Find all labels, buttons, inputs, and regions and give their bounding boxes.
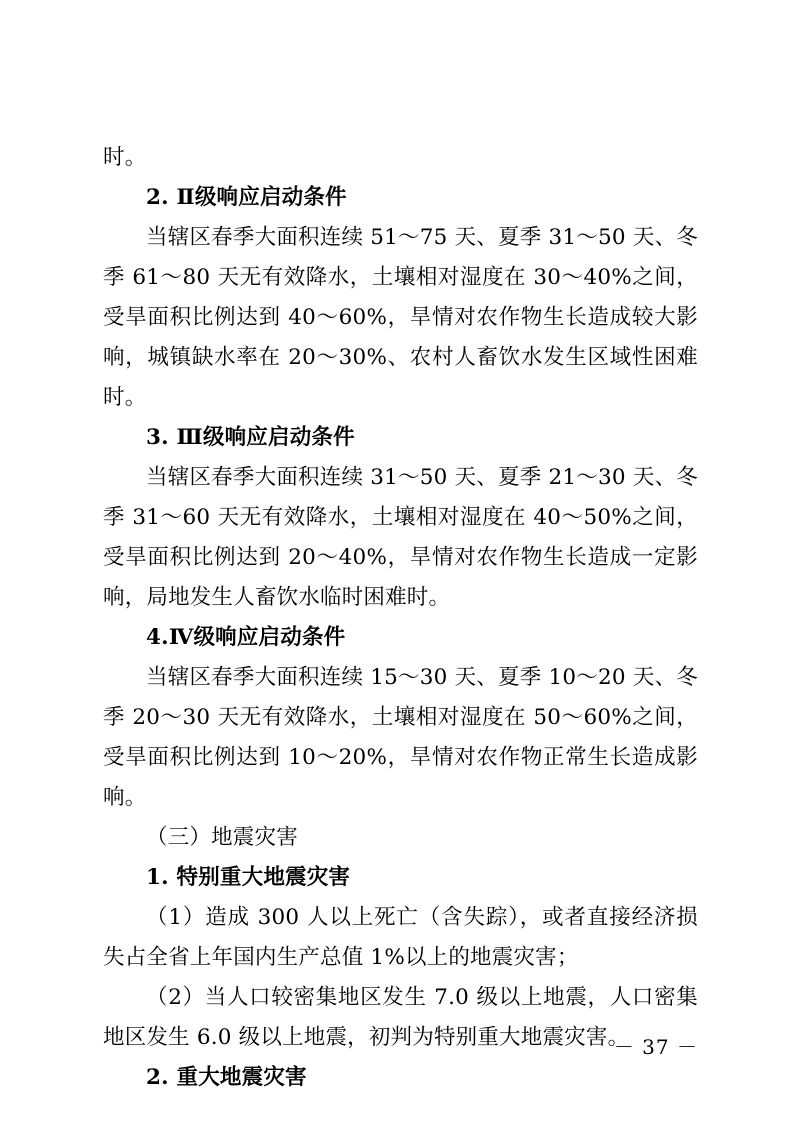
paragraph: 当辖区春季大面积连续 15～30 天、夏季 10～20 天、冬季 20～30 天无有效降水，土壤相对湿度在 50～60%之间，受旱面积比例达到 10～20%，旱情对农作物正常生长造成影响。 xyxy=(103,665,698,810)
section-heading: 3. Ⅲ级响应启动条件 xyxy=(146,425,355,450)
section-heading: 2. 重大地震灾害 xyxy=(146,1065,307,1090)
section-heading: 1. 特别重大地震灾害 xyxy=(146,865,351,890)
paragraph: （三）地震灾害 xyxy=(146,825,298,850)
section-heading: 2. Ⅱ级响应启动条件 xyxy=(146,185,347,210)
paragraph: （1）造成 300 人以上死亡（含失踪），或者直接经济损失占全省上年国内生产总值 1%以上的地震灾害； xyxy=(103,905,698,970)
section-heading: 4.Ⅳ级响应启动条件 xyxy=(146,625,346,650)
paragraph: （2）当人口较密集地区发生 7.0 级以上地震，人口密集地区发生 6.0 级以上地震，初判为特别重大地震灾害。 xyxy=(103,985,698,1050)
page-number: － 37 － xyxy=(613,1035,698,1059)
document-body xyxy=(103,138,698,1098)
paragraph: 当辖区春季大面积连续 51～75 天、夏季 31～50 天、冬季 61～80 天无有效降水，土壤相对湿度在 30～40%之间，受旱面积比例达到 40～60%，旱情对农作物生长造成较大影响，城镇缺水率在 20～30%、农村人畜饮水发生区域性困难时。 xyxy=(103,225,698,410)
paragraph: 当辖区春季大面积连续 31～50 天、夏季 21～30 天、冬季 31～60 天无有效降水，土壤相对湿度在 40～50%之间，受旱面积比例达到 20～40%，旱情对农作物生长造成一定影响，局地发生人畜饮水临时困难时。 xyxy=(103,465,698,610)
paragraph-continuation: 时。 xyxy=(103,145,147,170)
